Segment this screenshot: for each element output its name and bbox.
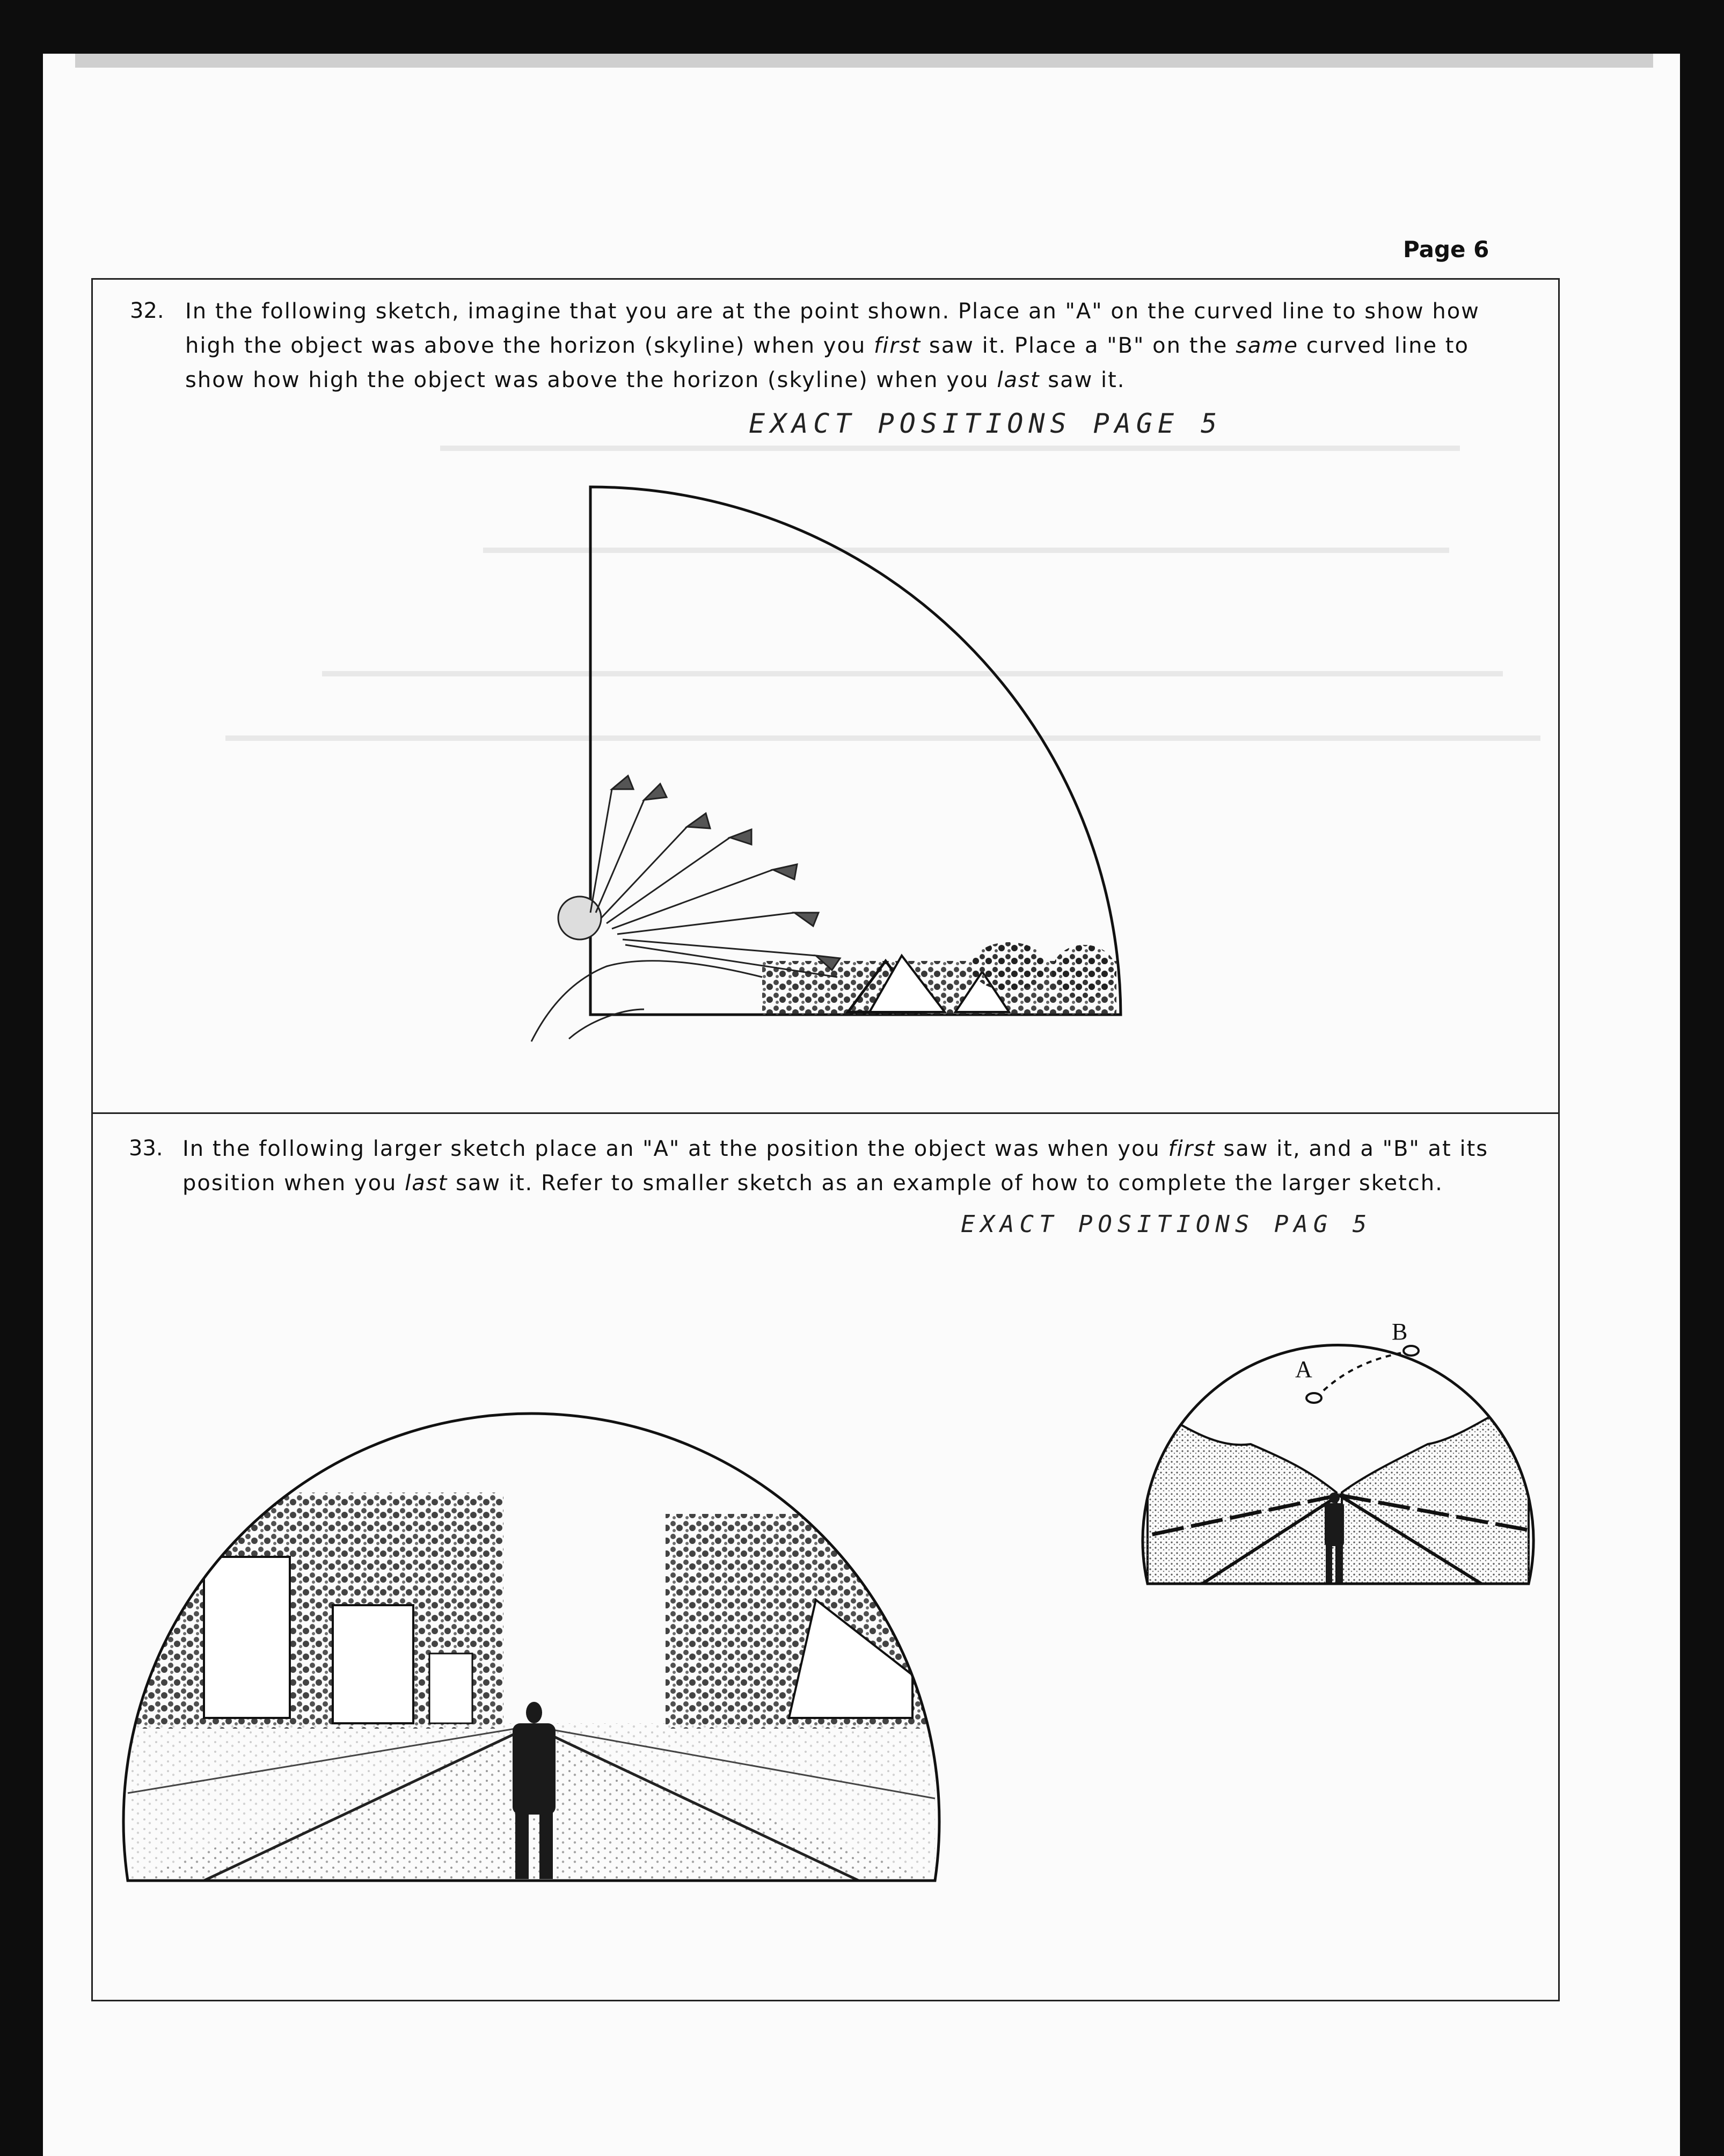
marker-b-label: B — [1392, 1319, 1408, 1345]
quarter-circle-figure — [531, 487, 1121, 1041]
large-street-sketch — [123, 1305, 939, 1884]
marker-a-circle — [1306, 1393, 1321, 1403]
page-number: Page 6 — [1403, 236, 1489, 263]
question-32-line-1: In the following sketch, imagine that you are at the point shown. Place an "A" on the curved line to show how — [185, 299, 1480, 324]
question-32-number: 32. — [130, 298, 164, 323]
question-33-line-1: In the following larger sketch place an "A" at the position the object was when you first saw it, and a "B" at its — [182, 1137, 1489, 1161]
question-32-line-2: high the object was above the horizon (skyline) when you first saw it. Place a "B" on the same curved line to — [185, 333, 1469, 358]
question-32-line-3: show how high the object was above the horizon (skyline) when you last saw it. — [185, 368, 1126, 392]
question-33-number: 33. — [129, 1136, 163, 1161]
question-33-line-2: position when you last saw it. Refer to smaller sketch as an example of how to complete the larger sketch. — [182, 1171, 1443, 1196]
trajectory-dashed-line — [1324, 1353, 1402, 1390]
handwritten-note-33: EXACT POSITIONS PAG 5 — [961, 1211, 1372, 1238]
small-example-sketch — [1143, 1319, 1533, 1584]
quarter-circle-outline — [590, 487, 1121, 1015]
marker-a-label: A — [1295, 1356, 1312, 1382]
skyline-houses — [762, 942, 1116, 1015]
handwritten-note-32: EXACT POSITIONS PAGE 5 — [749, 408, 1223, 439]
marker-b-circle — [1404, 1346, 1419, 1356]
